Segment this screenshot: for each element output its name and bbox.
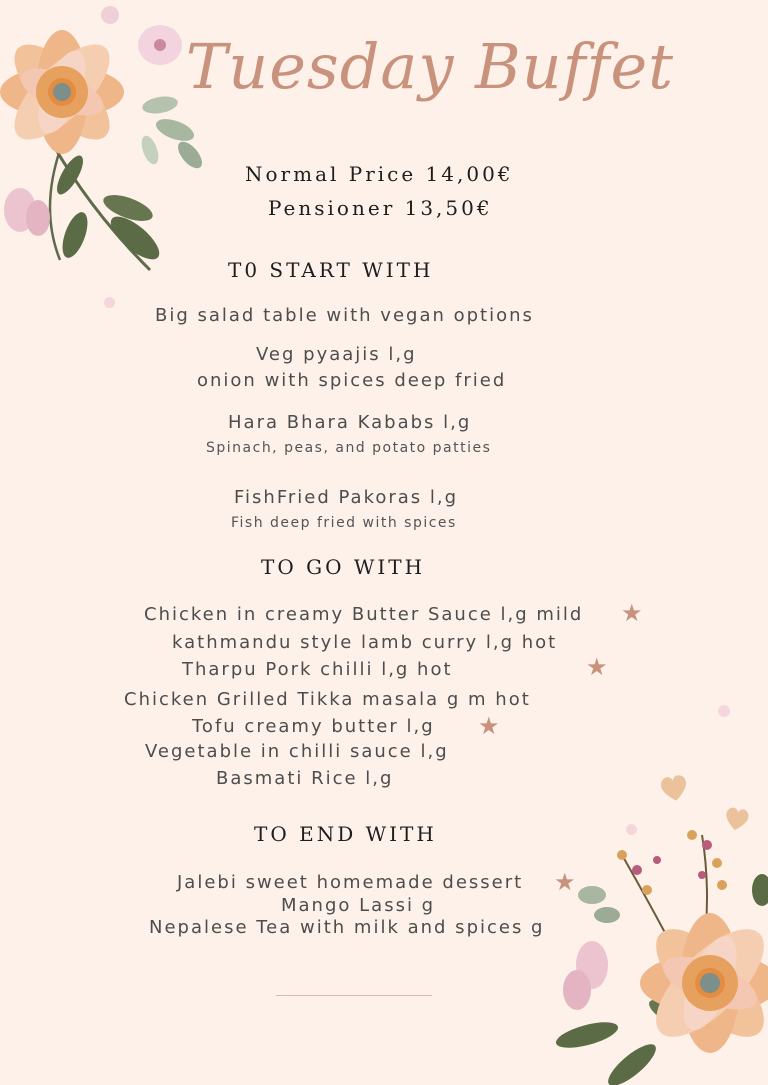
decorative-dot [718, 705, 730, 717]
decorative-dot [104, 297, 115, 308]
normal-price: Normal Price 14,00€ [245, 162, 514, 186]
star-icon: ★ [621, 599, 643, 627]
heart-icon [657, 770, 691, 804]
menu-item: Basmati Rice l,g [216, 768, 394, 789]
star-icon: ★ [478, 712, 500, 740]
menu-item: kathmandu style lamb curry l,g hot [172, 632, 558, 653]
menu-item-description: Fish deep fried with spices [231, 515, 457, 531]
heart-icon [722, 803, 752, 833]
menu-item: Chicken in creamy Butter Sauce l,g mild [144, 604, 584, 625]
pensioner-price: Pensioner 13,50€ [268, 196, 493, 220]
menu-item: Tofu creamy butter l,g [192, 716, 435, 737]
star-icon: ★ [554, 868, 576, 896]
divider [276, 995, 432, 996]
menu-item: Tharpu Pork chilli l,g hot [182, 659, 453, 680]
menu-item-description: onion with spices deep fried [197, 370, 507, 391]
menu-item: Vegetable in chilli sauce l,g [145, 741, 449, 762]
section-heading-main: TO GO WITH [261, 555, 426, 579]
decorative-dot [626, 824, 637, 835]
menu-item: Jalebi sweet homemade dessert [177, 872, 524, 893]
star-icon: ★ [586, 653, 608, 681]
menu-item: Chicken Grilled Tikka masala g m hot [124, 689, 531, 710]
menu-title: Tuesday Buffet [185, 30, 675, 103]
menu-item: Mango Lassi g [281, 895, 436, 916]
menu-item: Big salad table with vegan options [155, 305, 534, 326]
menu-item: FishFried Pakoras l,g [234, 487, 459, 508]
floral-decoration-bottom-right [552, 815, 768, 1085]
section-heading-start: T0 START WITH [228, 258, 434, 282]
section-heading-end: TO END WITH [254, 822, 437, 846]
menu-item-description: Spinach, peas, and potato patties [206, 440, 492, 456]
menu-item: Hara Bhara Kababs l,g [228, 412, 472, 433]
menu-item: Nepalese Tea with milk and spices g [149, 917, 545, 938]
menu-item: Veg pyaajis l,g [256, 344, 417, 365]
